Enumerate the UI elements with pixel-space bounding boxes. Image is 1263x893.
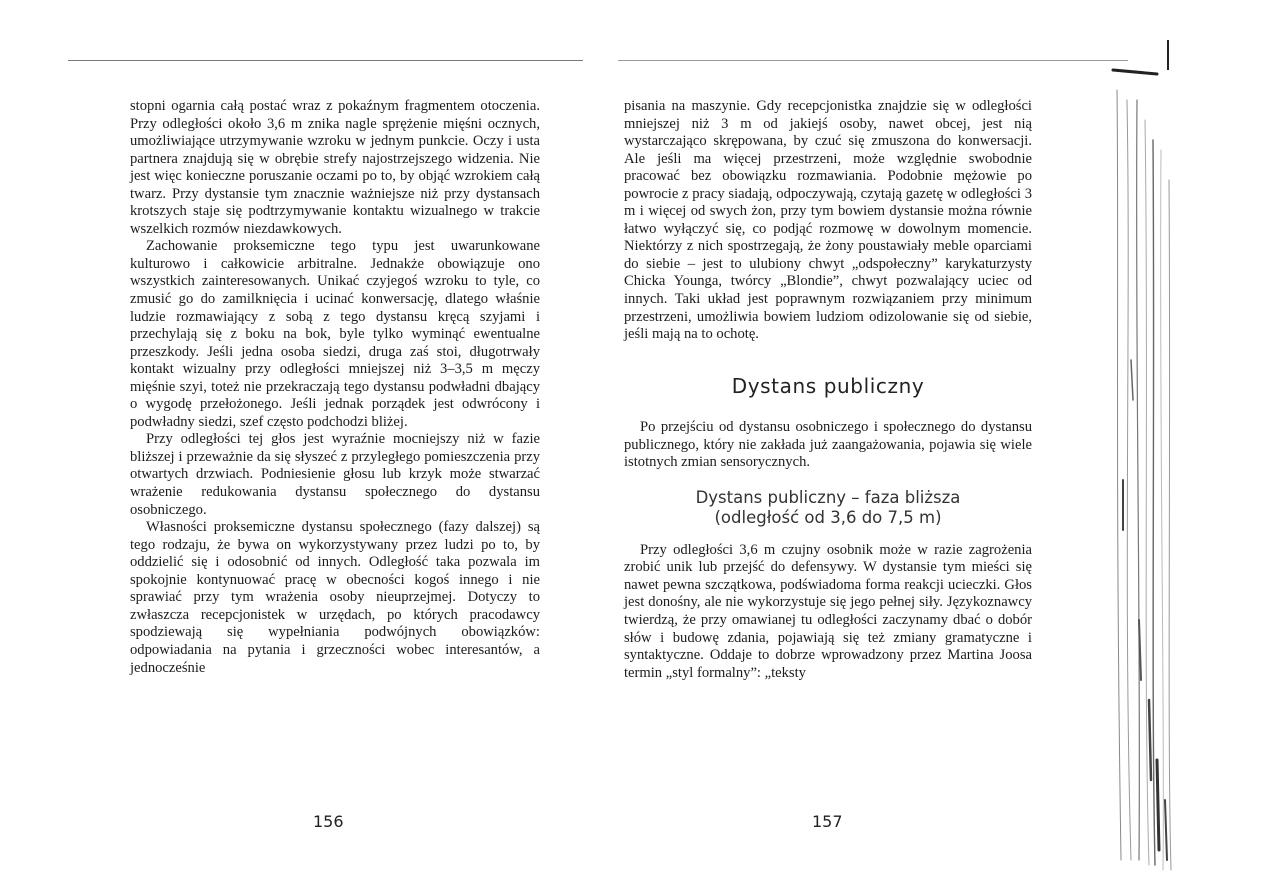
paragraph: Własności proksemiczne dystansu społecznego (fazy dalszej) są tego rodzaju, że bywa on wykorzystywany przez ludzi po to, by oddzielić się i odosobnić od innych. Odległość taka pozwala im spokojnie kontynuować pracę w obecności kogoś innego i nie sprawiać przy tym wrażenia osoby nieuprzejmej. Dotyczy to zwłaszcza recepcjonistek w urzędach, po których pracodawcy spodziewają się wypełniania podwójnych obowiązków: odpowiadania na pytania i grzeczności wobec interesantów, a jednocześnie: [130, 519, 540, 676]
subsection-heading-line: (odległość od 3,6 do 7,5 m): [714, 507, 942, 527]
page-number: 156: [313, 812, 344, 831]
paragraph: Po przejściu od dystansu osobniczego i społecznego do dystansu publicznego, który nie zakłada już zaangażowania, pojawia się wiele istotnych zmian sensorycznych.: [624, 419, 1032, 471]
paragraph: pisania na maszynie. Gdy recepcjonistka znajdzie się w odległości mniejszej niż 3 m od jakiejś osoby, nawet obcej, jest nią wystarczająco skrępowana, by czuć się zmuszona do konwersacji. Ale jeśli ma więcej przestrzeni, może względnie swobodnie pracować bez obowiązku rozmawiania. Podobnie mężowie po powrocie z pracy siadają, odpoczywają, czytają gazetę w odległości 3 m i więcej od swych żon, przy tym bowiem dystansie można równie łatwo wyłączyć się, co podjąć rozmowę w dowolnym momencie. Niektórzy z nich spostrzegają, że żony poustawiały meble oparciami do siebie – jest to ulubiony chwyt „odspołeczny” karykaturzysty Chicka Younga, twórcy „Blondie”, chwyt pozwalający uciec od innych. Taki układ jest poprawnym rozwiązaniem przy minimum przestrzeni, umożliwia bowiem ludziom odizolowanie się od siebie, jeśli mają na to ochotę.: [624, 98, 1032, 343]
top-rule: [68, 60, 583, 61]
paragraph: Przy odległości tej głos jest wyraźnie mocniejszy niż w fazie bliższej i przeważnie da się słyszeć z przyległego pomieszczenia przy otwartych drzwiach. Podniesienie głosu lub krzyk może stwarzać wrażenie redukowania dystansu społecznego do dystansu osobniczego.: [130, 431, 540, 518]
subsection-heading-line: Dystans publiczny – faza bliższa: [695, 487, 961, 507]
left-text-column: [130, 98, 540, 677]
paragraph: stopni ogarnia całą postać wraz z pokaźnym fragmentem otoczenia. Przy odległości około 3,6 m znika nagle sprężenie mięśni ocznych, umożliwiające utrzymywanie wzroku w jednym punkcie. Oczy i usta partnera znajdują się w obrębie strefy najostrzejszego widzenia. Nie jest więc konieczne poruszanie oczami po to, by objąć wzrokiem całą twarz. Przy dystansie tym znacznie ważniejsze niż przy dystansach krotszych staje się podtrzymywanie kontaktu wizualnego w trakcie wszelkich rozmów niezdawkowych.: [130, 98, 540, 237]
right-page: [600, 0, 1263, 893]
paragraph: Przy odległości 3,6 m czujny osobnik może w razie zagrożenia zrobić unik lub przejść do defensywy. W dystansie tym mieści się nawet pewna szczątkowa, podświadoma forma reakcji ucieczki. Głos jest donośny, ale nie wykorzystuje się jego pełnej siły. Językoznawcy twierdzą, że przy omawianej tu odległości zaczynamy dbać o dobór słów i budowę zdania, pojawiają się też zmiany gramatyczne i syntaktyczne. Oddaje to dobrze wprowadzony przez Martina Joosa termin „styl formalny”: „teksty: [624, 541, 1032, 681]
right-text-column: [624, 98, 1032, 682]
subsection-heading: [624, 488, 1032, 528]
paragraph: Zachowanie proksemiczne tego typu jest uwarunkowane kulturowo i całkowicie arbitralne. Jednakże obowiązuje ono wszystkich zainteresowanych. Unikać czyjegoś wzroku to tyle, co zmusić go do zamilknięcia i ucinać konwersację, dlatego właśnie ludzie rozmawiający z sobą z tego dystansu kręcą szyjami i przechylają się z boku na bok, byle tylko wyminąć ewentualne przeszkody. Jeśli jedna osoba siedzi, druga zaś stoi, długotrwały kontakt wizualny przy odległości mniejszej niż 3–3,5 m męczy mięśnie szyi, toteż nie przekraczają tego dystansu podwładni dbający o wygodę przełożonego. Jeśli jednak porządek jest odwrócony i podwładny siedzi, szef często podchodzi bliżej.: [130, 238, 540, 430]
scanned-page-edge: [1105, 60, 1255, 880]
top-rule: [618, 60, 1128, 61]
left-page: [0, 0, 600, 893]
page-number: 157: [812, 812, 843, 831]
section-heading: Dystans publiczny: [731, 373, 925, 398]
